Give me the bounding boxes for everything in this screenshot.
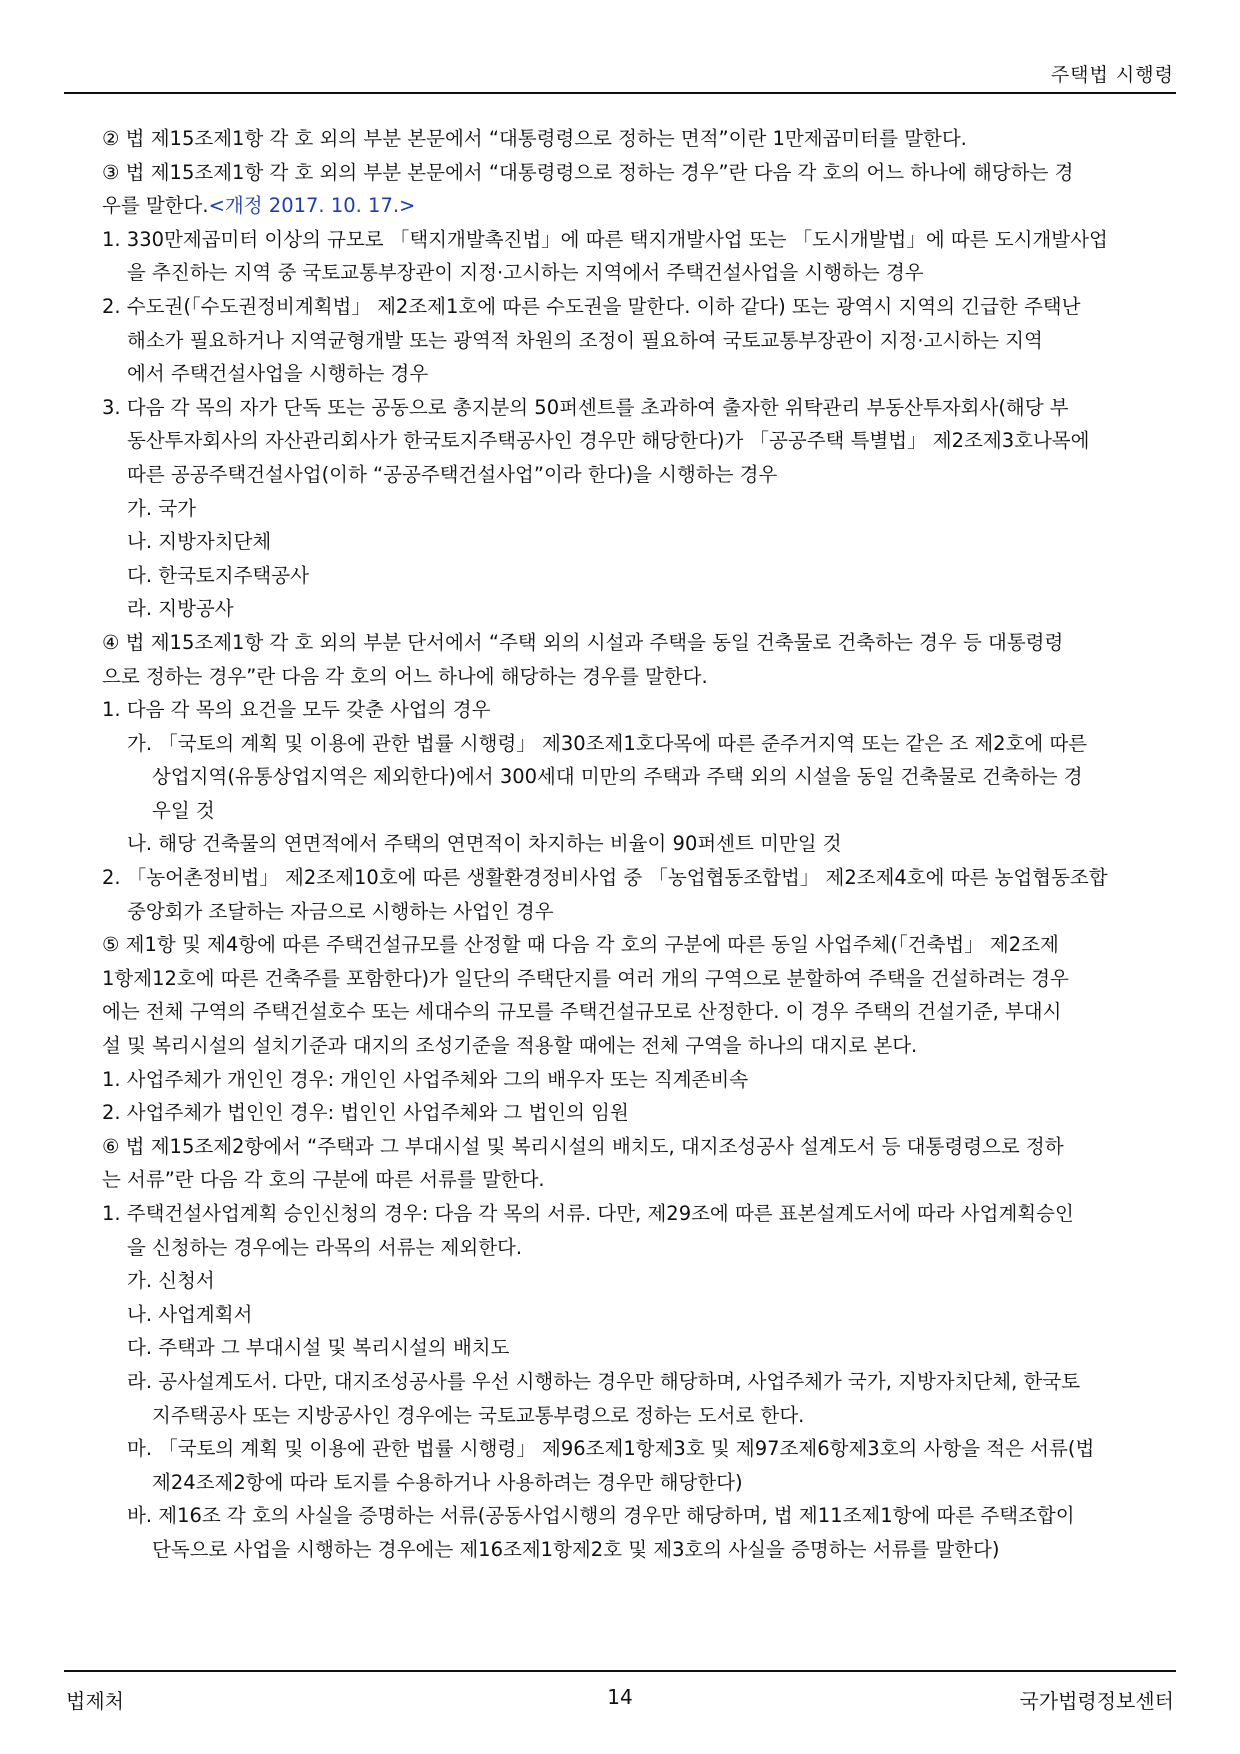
p4-item-1-sub-b: 나. 해당 건축물의 연면적에서 주택의 연면적이 차지하는 비율이 90퍼센트 미만일 것 <box>127 832 842 856</box>
p4-item-1: 1. 다음 각 목의 요건을 모두 갖춘 사업의 경우 <box>102 698 491 722</box>
page-number: 14 <box>607 1685 633 1709</box>
document-body <box>102 122 1180 1567</box>
p3-item-2-cont: 에서 주택건설사업을 시행하는 경우 <box>127 362 429 386</box>
p6-item-1-sub-e: 마. 「국토의 계획 및 이용에 관한 법률 시행령」 제96조제1항제3호 및 제97조제6항제3호의 사항을 적은 서류(법 <box>127 1437 1095 1461</box>
p3-item-1-cont: 을 추진하는 지역 중 국토교통부장관이 지정·고시하는 지역에서 주택건설사업을 시행하는 경우 <box>127 261 924 285</box>
p4-item-1-sub-a-cont: 상업지역(유통상업지역은 제외한다)에서 300세대 미만의 주택과 주택 외의 시설을 동일 건축물로 건축하는 경 <box>152 765 1083 789</box>
paragraph-6-cont: 는 서류”란 다음 각 호의 구분에 따른 서류를 말한다. <box>102 1168 545 1192</box>
p6-item-1: 1. 주택건설사업계획 승인신청의 경우: 다음 각 목의 서류. 다만, 제29조에 따른 표본설계도서에 따라 사업계획승인 <box>102 1202 1074 1225</box>
p6-item-1-sub-a: 가. 신청서 <box>127 1269 215 1293</box>
paragraph-5-cont: 설 및 복리시설의 설치기준과 대지의 조성기준을 적용할 때에는 전체 구역을 하나의 대지로 본다. <box>102 1034 918 1058</box>
p4-item-2-cont: 중앙회가 조달하는 자금으로 시행하는 사업인 경우 <box>127 899 554 923</box>
p3-item-3: 3. 다음 각 목의 자가 단독 또는 공동으로 총지분의 50퍼센트를 초과하여 출자한 위탁관리 부동산투자회사(해당 부 <box>102 395 1069 419</box>
p4-item-2: 2. 「농어촌정비법」 제2조제10호에 따른 생활환경정비사업 중 「농업협동조합법」 제2조제4호에 따른 농업협동조합 <box>102 866 1108 890</box>
paragraph-4-cont: 으로 정하는 경우”란 다음 각 호의 어느 하나에 해당하는 경우를 말한다. <box>102 664 708 688</box>
paragraph-5-cont: 1항제12호에 따른 건축주를 포함한다)가 일단의 주택단지를 여러 개의 구역으로 분할하여 주택을 건설하려는 경우 <box>102 966 1069 990</box>
p4-item-1-sub-a-cont: 우일 것 <box>152 798 215 822</box>
p3-item-1: 1. 330만제곱미터 이상의 규모로 「택지개발촉진법」에 따른 택지개발사업 또는 「도시개발법」에 따른 도시개발사업 <box>102 227 1108 251</box>
paragraph-3-cont <box>102 189 1180 223</box>
p5-item-1: 1. 사업주체가 개인인 경우: 개인인 사업주체와 그의 배우자 또는 직계존비속 <box>102 1067 749 1091</box>
p6-item-1-sub-e-cont: 제24조제2항에 따라 토지를 수용하거나 사용하려는 경우만 해당한다) <box>152 1470 743 1494</box>
paragraph-2: ② 법 제15조제1항 각 호 외의 부분 본문에서 “대통령령으로 정하는 면적”이란 1만제곱미터를 말한다. <box>102 127 967 150</box>
p6-item-1-sub-c: 다. 주택과 그 부대시설 및 복리시설의 배치도 <box>127 1336 510 1360</box>
amendment-note[interactable]: <개정 2017. 10. 17.> <box>208 194 416 218</box>
paragraph-5: ⑤ 제1항 및 제4항에 따른 주택건설규모를 산정할 때 다음 각 호의 구분에 따른 동일 사업주체(「건축법」 제2조제 <box>102 933 1059 957</box>
p3-item-3-sub-c: 다. 한국토지주택공사 <box>127 563 309 587</box>
p6-item-1-cont: 을 신청하는 경우에는 라목의 서류는 제외한다. <box>127 1235 523 1259</box>
footer-publisher: 법제처 <box>66 1689 124 1713</box>
p5-item-2: 2. 사업주체가 법인인 경우: 법인인 사업주체와 그 법인의 임원 <box>102 1101 629 1125</box>
footer-source: 국가법령정보센터 <box>1019 1689 1174 1713</box>
paragraph-5-cont: 에는 전체 구역의 주택건설호수 또는 세대수의 규모를 주택건설규모로 산정한다. 이 경우 주택의 건설기준, 부대시 <box>102 1000 1062 1024</box>
p3-item-2: 2. 수도권(「수도권정비계획법」 제2조제1호에 따른 수도권을 말한다. 이하 같다) 또는 광역시 지역의 긴급한 주택난 <box>102 294 1081 318</box>
p3-item-3-cont: 따른 공공주택건설사업(이하 “공공주택건설사업”이라 한다)을 시행하는 경우 <box>127 462 778 486</box>
paragraph-6: ⑥ 법 제15조제2항에서 “주택과 그 부대시설 및 복리시설의 배치도, 대지조성공사 설계도서 등 대통령령으로 정하 <box>102 1134 1064 1158</box>
p6-item-1-sub-d: 라. 공사설계도서. 다만, 대지조성공사를 우선 시행하는 경우만 해당하며, 사업주체가 국가, 지방자치단체, 한국토 <box>127 1369 1081 1393</box>
p6-item-1-sub-f: 바. 제16조 각 호의 사실을 증명하는 서류(공동사업시행의 경우만 해당하며, 법 제11조제1항에 따른 주택조합이 <box>127 1504 1075 1528</box>
footer-divider <box>64 1670 1176 1672</box>
p6-item-1-sub-d-cont: 지주택공사 또는 지방공사인 경우에는 국토교통부령으로 정하는 도서로 한다. <box>152 1403 805 1427</box>
paragraph-4: ④ 법 제15조제1항 각 호 외의 부분 단서에서 “주택 외의 시설과 주택을 동일 건축물로 건축하는 경우 등 대통령령 <box>102 630 1064 654</box>
p6-item-1-sub-f-cont: 단독으로 사업을 시행하는 경우에는 제16조제1항제2호 및 제3호의 사실을 증명하는 서류를 말한다) <box>152 1537 1000 1561</box>
p3-item-3-cont: 동산투자회사의 자산관리회사가 한국토지주택공사인 경우만 해당한다)가 「공공주택 특별법」 제2조제3호나목에 <box>127 429 1090 453</box>
header-divider <box>64 92 1176 94</box>
paragraph-3-cont-text: 우를 말한다. <box>102 194 209 218</box>
p3-item-2-cont: 해소가 필요하거나 지역균형개발 또는 광역적 차원의 조정이 필요하여 국토교통부장관이 지정·고시하는 지역 <box>127 328 1043 352</box>
p4-item-1-sub-a: 가. 「국토의 계획 및 이용에 관한 법률 시행령」 제30조제1호다목에 따른 준주거지역 또는 같은 조 제2호에 따른 <box>127 731 1088 755</box>
p3-item-3-sub-d: 라. 지방공사 <box>127 597 234 621</box>
p3-item-3-sub-a: 가. 국가 <box>127 496 196 520</box>
p6-item-1-sub-b: 나. 사업계획서 <box>127 1302 253 1326</box>
p3-item-3-sub-b: 나. 지방자치단체 <box>127 530 272 554</box>
paragraph-3: ③ 법 제15조제1항 각 호 외의 부분 본문에서 “대통령령으로 정하는 경우”란 다음 각 호의 어느 하나에 해당하는 경 <box>102 160 1074 184</box>
running-header-title: 주택법 시행령 <box>1050 64 1174 86</box>
